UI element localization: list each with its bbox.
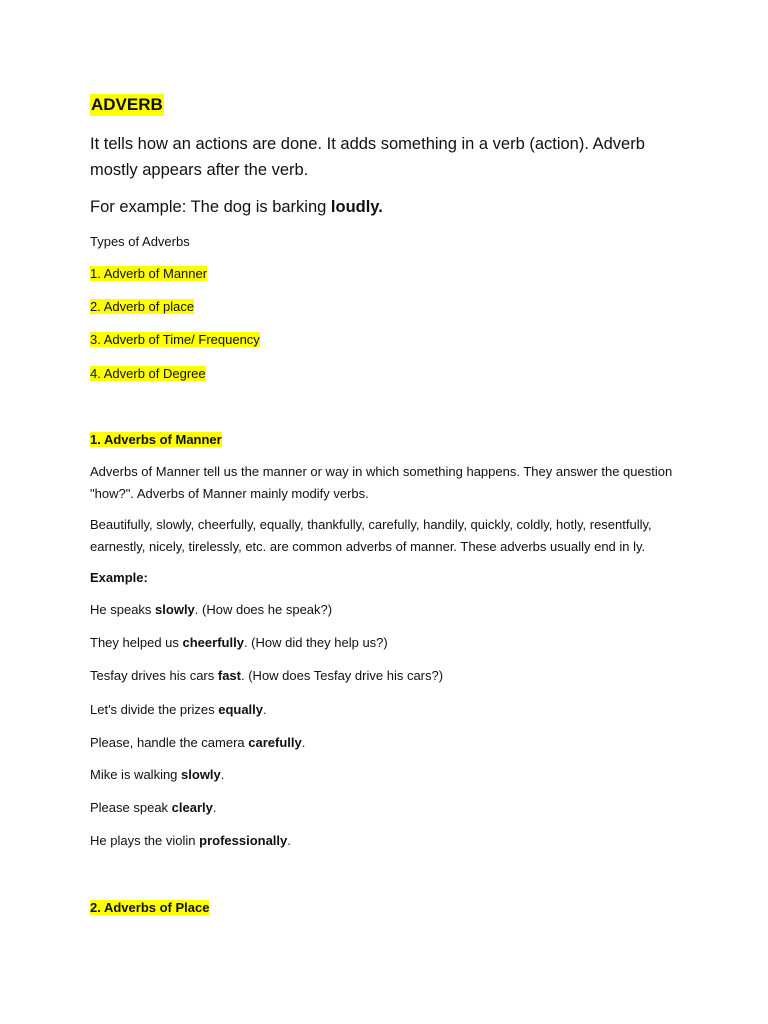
section2-heading: 2. Adverbs of Place <box>90 900 210 915</box>
section1-heading: 1. Adverbs of Manner <box>90 432 222 447</box>
example-line: He speaks slowly. (How does he speak?) <box>90 602 333 617</box>
section1-paragraph-1: Adverbs of Manner tell us the manner or way in which something happens. They answer the question "how?". Adverbs of Manner mainly modify verbs. <box>90 464 673 501</box>
section1-paragraph-2: Beautifully, slowly, cheerfully, equally, thankfully, carefully, handily, quickly, coldly, hotly, resentfully, earnestly, nicely, tirelessly, etc. are common adverbs of manner. These adverbs usually end in ly. <box>90 517 652 554</box>
page-title: ADVERB <box>91 95 163 114</box>
type-item-manner: 1. Adverb of Manner <box>90 266 208 281</box>
example-line: Please speak clearly. <box>90 800 217 815</box>
example-line: They helped us cheerfully. (How did they help us?) <box>90 635 388 650</box>
intro-paragraph: It tells how an actions are done. It adds something in a verb (action). Adverb mostly appears after the verb. <box>90 135 645 179</box>
type-item-place: 2. Adverb of place <box>90 299 195 314</box>
intro-example-bold: loudly. <box>330 198 383 216</box>
example-line: He plays the violin professionally. <box>90 833 291 848</box>
example-label: Example: <box>90 570 148 585</box>
example-line: Tesfay drives his cars fast. (How does Tesfay drive his cars?) <box>90 668 444 683</box>
types-heading: Types of Adverbs <box>90 234 190 249</box>
example-line: Mike is walking slowly. <box>90 767 225 782</box>
type-item-degree: 4. Adverb of Degree <box>90 366 206 381</box>
intro-example-text: For example: The dog is barking <box>90 198 331 216</box>
intro-example <box>90 195 383 219</box>
type-item-time: 3. Adverb of Time/ Frequency <box>90 332 260 347</box>
example-line: Please, handle the camera carefully. <box>90 735 306 750</box>
example-line: Let's divide the prizes equally. <box>90 702 267 717</box>
